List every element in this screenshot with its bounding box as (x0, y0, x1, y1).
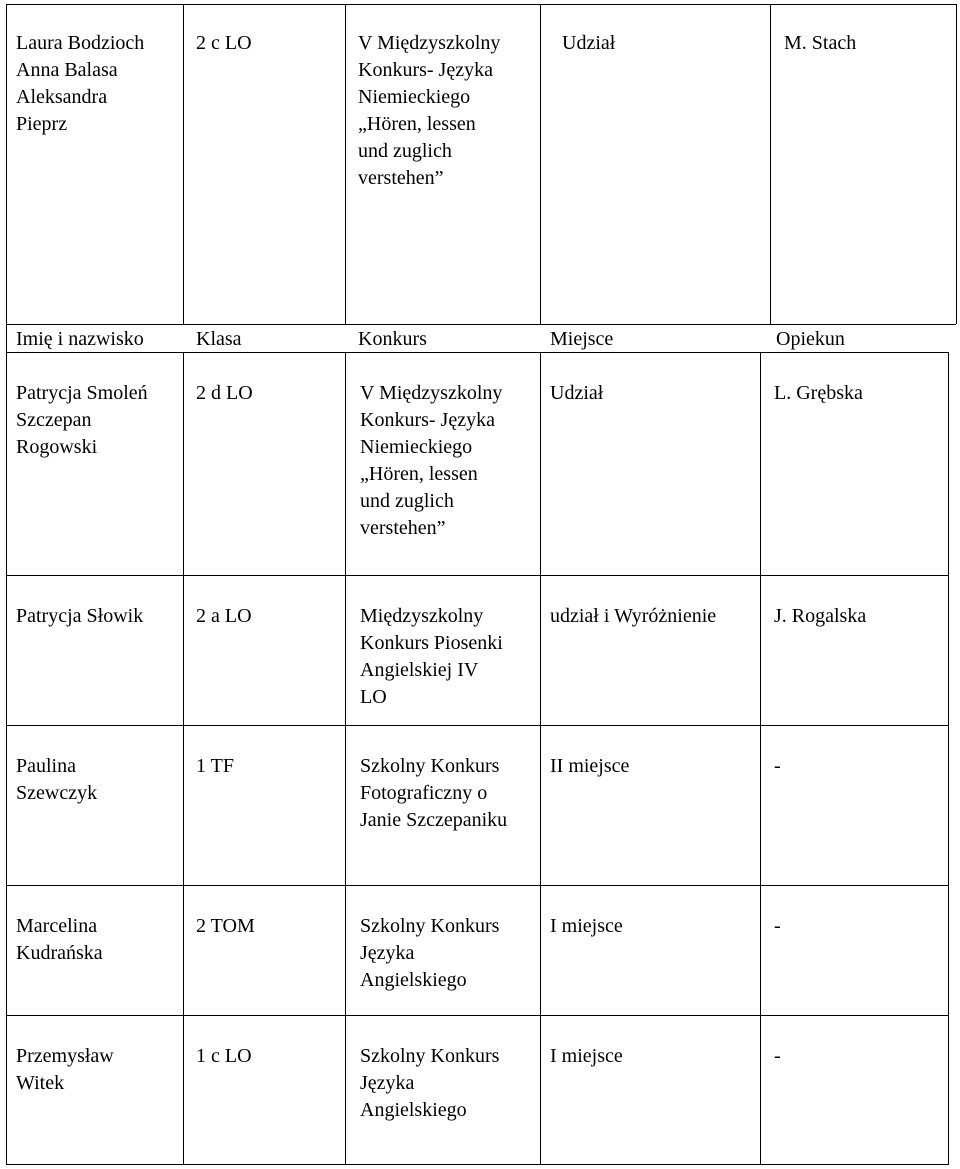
row4-contest (360, 913, 499, 994)
contest-line: Fotograficzny o (360, 782, 488, 804)
table-border-left-top (6, 4, 7, 324)
col-divider-3-top (540, 4, 541, 324)
header-name: Imię i nazwisko (16, 328, 144, 350)
contest-line: Niemieckiego (358, 86, 471, 108)
row3-name (16, 753, 97, 807)
contest-line: und zuglich (358, 140, 452, 162)
name-line: Kudrańska (16, 942, 103, 964)
row-divider-2 (6, 725, 949, 726)
row5-place: I miejsce (550, 1045, 623, 1067)
row2-name (16, 603, 143, 630)
name-line: Aleksandra (16, 86, 108, 108)
top-row-contest (358, 30, 500, 192)
name-line: Witek (16, 1072, 65, 1094)
contest-line: Angielskiego (360, 1099, 467, 1121)
contest-line: Konkurs- Języka (358, 59, 493, 81)
row1-place: Udział (550, 382, 604, 404)
top-row-class: 2 c LO (196, 32, 252, 54)
top-row-name (16, 30, 144, 138)
contest-line: LO (360, 686, 387, 708)
row3-class: 1 TF (196, 755, 234, 777)
col-divider-4 (760, 352, 761, 1165)
row-divider-3 (6, 885, 949, 886)
contest-line: verstehen” (358, 167, 444, 189)
table-border-bottom (6, 1164, 949, 1165)
row5-name (16, 1043, 114, 1097)
row5-class: 1 c LO (196, 1045, 252, 1067)
name-line: Przemysław (16, 1045, 114, 1067)
table-border-page-break (6, 324, 956, 325)
contest-line: Języka (360, 1072, 415, 1094)
row4-name (16, 913, 103, 967)
contest-line: Szkolny Konkurs (360, 755, 500, 777)
contest-line: Szkolny Konkurs (360, 1045, 500, 1067)
contest-line: Konkurs- Języka (360, 409, 495, 431)
name-line: Patrycja Smoleń (16, 382, 148, 404)
name-line: Anna Balasa (16, 59, 118, 81)
header-place: Miejsce (550, 328, 614, 350)
row5-teacher: - (774, 1045, 781, 1067)
name-line: Marcelina (16, 915, 98, 937)
row1-class: 2 d LO (196, 382, 253, 404)
row1-contest (360, 380, 502, 542)
contest-line: „Hören, lessen (358, 113, 476, 135)
contest-line: Języka (360, 942, 415, 964)
top-row-teacher: M. Stach (784, 32, 857, 54)
col-divider-2-top (345, 4, 346, 324)
name-line: Paulina (16, 755, 76, 777)
row3-place: II miejsce (550, 755, 630, 777)
contest-line: Konkurs Piosenki (360, 632, 503, 654)
header-contest: Konkurs (358, 328, 427, 350)
row1-name (16, 380, 148, 461)
row1-teacher: L. Grębska (774, 382, 863, 404)
col-divider-1 (183, 352, 184, 1165)
name-line: Patrycja Słowik (16, 605, 144, 627)
row2-place: udział i Wyróżnienie (550, 605, 717, 627)
row5-contest (360, 1043, 499, 1124)
contest-line: verstehen” (360, 517, 446, 539)
row2-contest (360, 603, 503, 711)
table-border-right-top (956, 4, 957, 324)
name-line: Pieprz (16, 113, 68, 135)
header-teacher: Opiekun (776, 328, 845, 350)
contest-line: Janie Szczepaniku (360, 809, 508, 831)
row4-teacher: - (774, 915, 781, 937)
col-divider-1-top (183, 4, 184, 324)
row-divider-1 (6, 575, 949, 576)
name-line: Szewczyk (16, 782, 98, 804)
contest-line: und zuglich (360, 490, 454, 512)
row-divider-4 (6, 1015, 949, 1016)
row2-class: 2 a LO (196, 605, 252, 627)
name-line: Rogowski (16, 436, 98, 458)
row3-contest (360, 753, 507, 834)
contest-line: V Międzyszkolny (360, 382, 503, 404)
col-divider-3 (540, 352, 541, 1165)
table-border-top (6, 4, 956, 5)
row4-place: I miejsce (550, 915, 623, 937)
contest-line: Niemieckiego (360, 436, 473, 458)
contest-line: Międzyszkolny (360, 605, 484, 627)
table-border-left (6, 324, 7, 1165)
row4-class: 2 TOM (196, 915, 255, 937)
row2-teacher: J. Rogalska (774, 605, 867, 627)
col-divider-2 (345, 352, 346, 1165)
contest-line: V Międzyszkolny (358, 32, 501, 54)
name-line: Laura Bodzioch (16, 32, 145, 54)
col-divider-4-top (770, 4, 771, 324)
table-border-right (948, 352, 949, 1165)
contest-line: Angielskiego (360, 969, 467, 991)
contest-line: Angielskiej IV (360, 659, 479, 681)
top-row-place: Udział (562, 32, 616, 54)
contest-line: Szkolny Konkurs (360, 915, 500, 937)
contest-line: „Hören, lessen (360, 463, 478, 485)
header-class: Klasa (196, 328, 242, 350)
name-line: Szczepan (16, 409, 92, 431)
row3-teacher: - (774, 755, 781, 777)
